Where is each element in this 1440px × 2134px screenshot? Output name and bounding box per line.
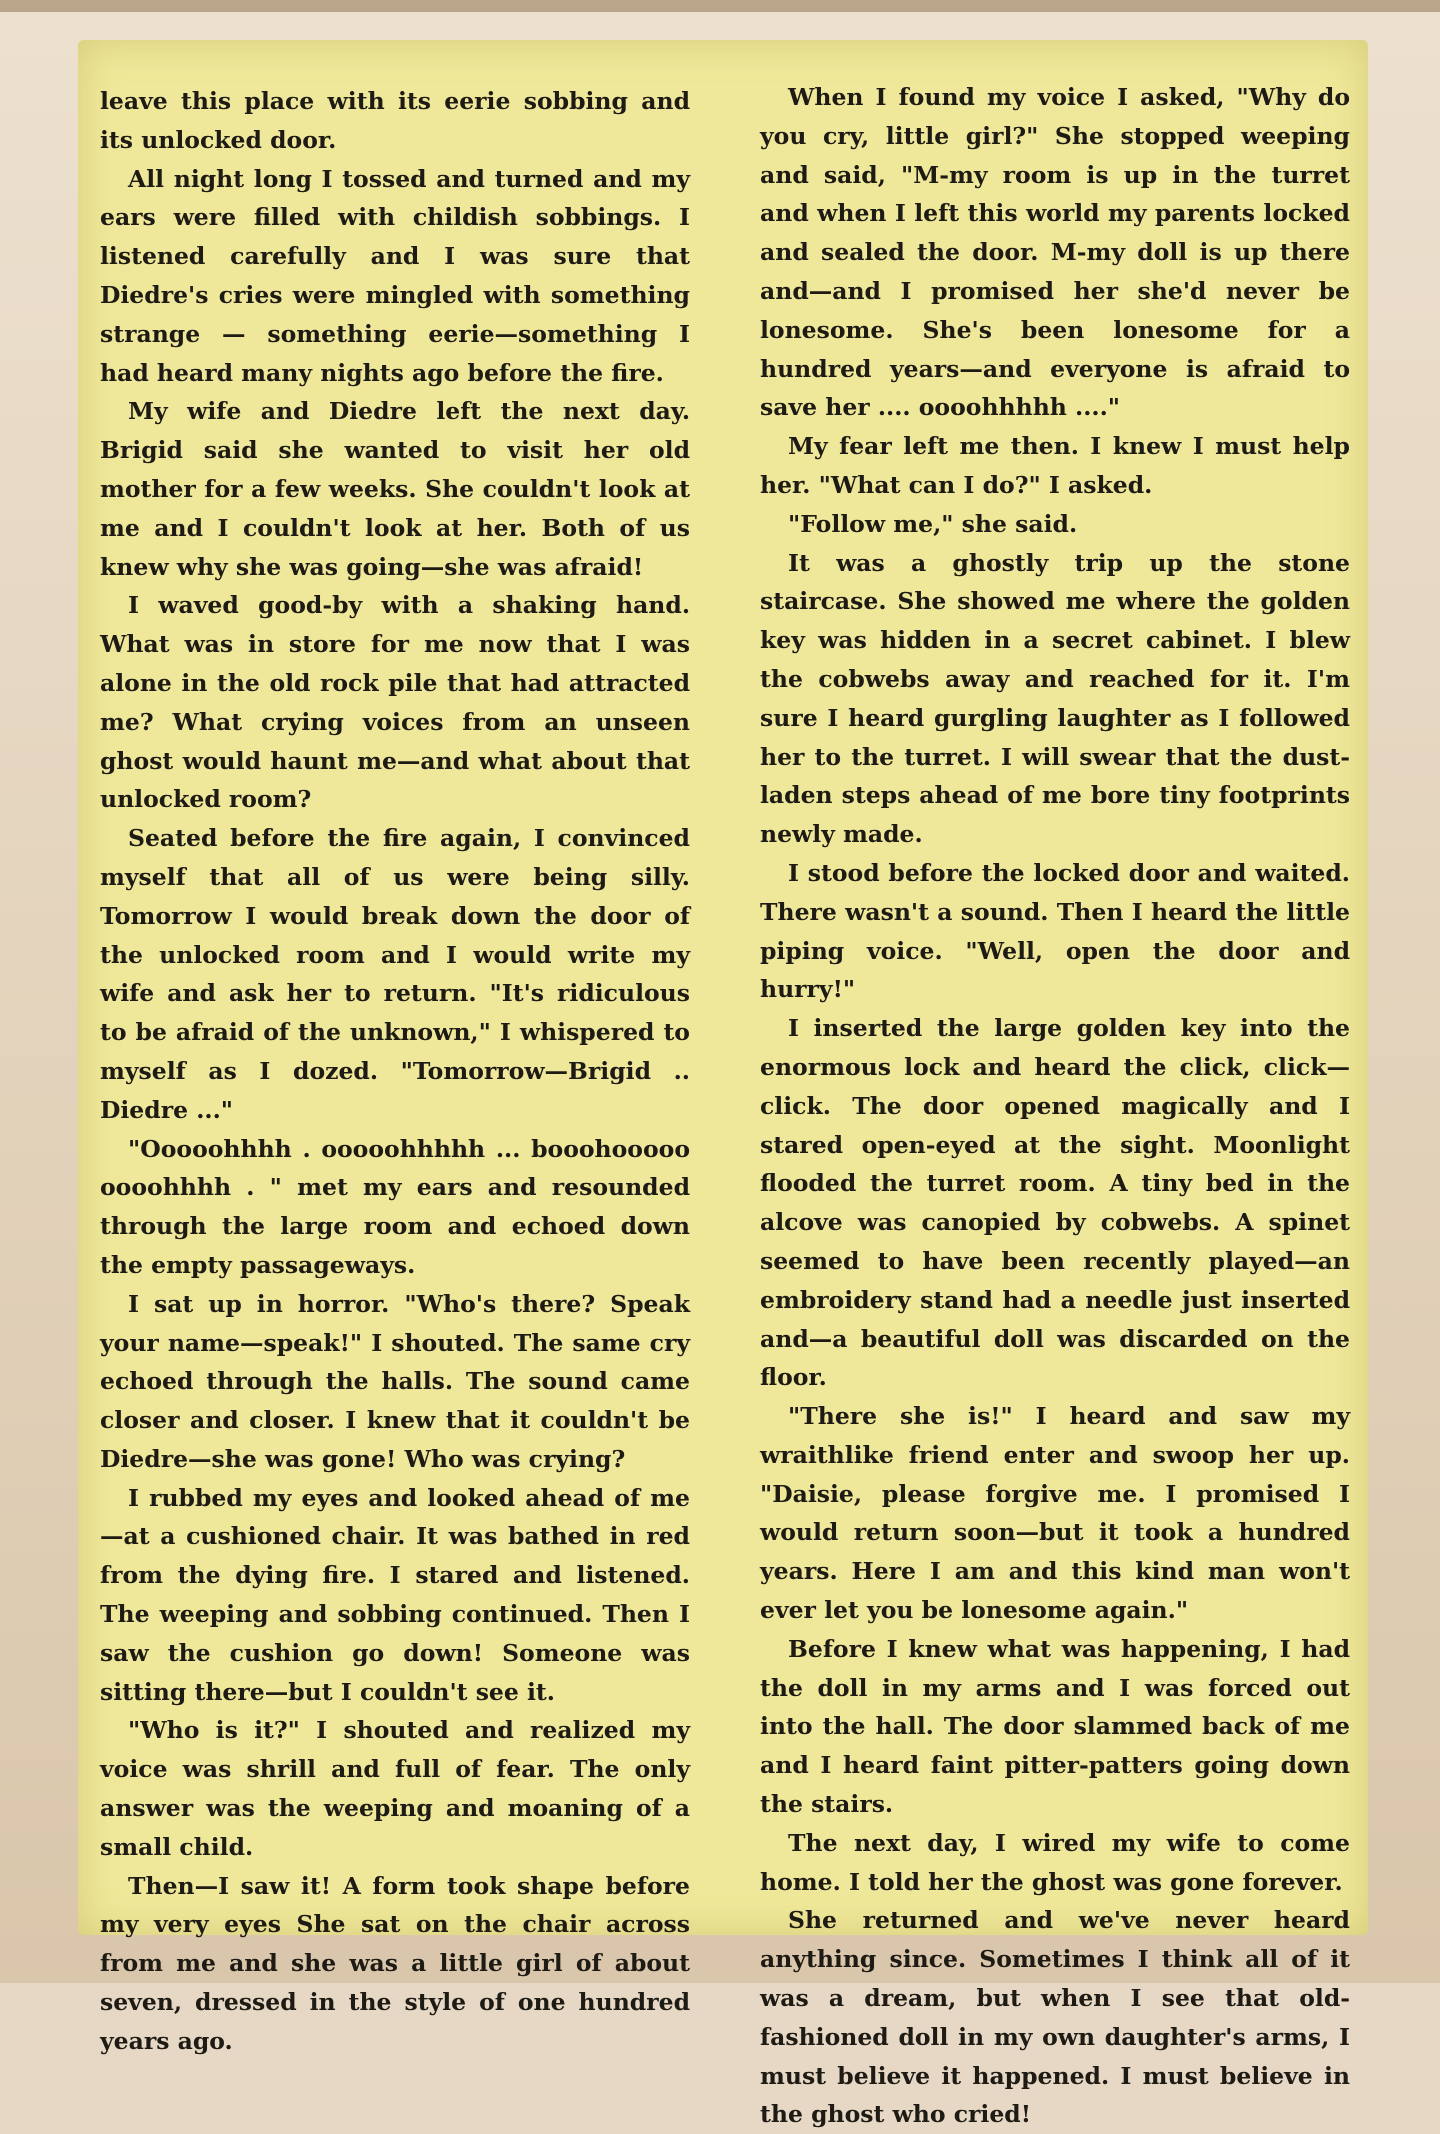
paragraph: She returned and we've never heard anything since. Sometimes I think all of it was a dream, but when I see that old-fashioned doll in my own daughter's arms, I must believe it happened. I must believe in the ghost who cried!: [760, 1906, 1350, 2129]
paragraph: I sat up in horror. "Who's there? Speak your name—speak!" I shouted. The same cry echoed through the halls. The sound came closer and closer. I knew that it couldn't be Diedre—she was gone! Who was crying?: [100, 1289, 690, 1473]
paragraph: I inserted the large golden key into the enormous lock and heard the click, click—click. The door opened magically and I stared open-eyed at the sight. Moonlight flooded the turret room. A tiny bed in the alcove was canopied by cobwebs. A spinet seemed to have been recently played—an embroidery stand had a needle just inserted and—a beautiful doll was discarded on the floor.: [760, 1014, 1350, 1392]
paragraph: I stood before the locked door and waited. There wasn't a sound. Then I heard the little piping voice. "Well, open the door and hurry!": [760, 858, 1350, 1004]
paragraph: Then—I saw it! A form took shape before my very eyes She sat on the chair across from me and she was a little girl of about seven, dressed in the style of one hundred years ago.: [100, 1871, 690, 2055]
paragraph: Seated before the fire again, I convinced myself that all of us were being silly. Tomorrow I would break down the door of the unlocked room and I would write my wife and ask her to return. "It's ridiculous to be afraid of the unknown," I whispered to myself as I dozed. "Tomorrow—Brigid .. Diedre ...": [100, 824, 690, 1124]
paragraph: Before I knew what was happening, I had the doll in my arms and I was forced out into the hall. The door slammed back of me and I heard faint pitter-patters going down the stairs.: [760, 1634, 1350, 1819]
paragraph: The next day, I wired my wife to come home. I told her the ghost was gone forever.: [760, 1828, 1350, 1896]
paragraph: leave this place with its eerie sobbing and its unlocked door.: [100, 87, 690, 154]
paragraph: "Follow me," she said.: [788, 509, 1078, 538]
left-column: [100, 82, 690, 2061]
paragraph: "There she is!" I heard and saw my wraithlike friend enter and swoop her up. "Daisie, please forgive me. I promised I would return soon—but it took a hundred years. Here I am and this kind man won't ever let you be lonesome again.": [760, 1402, 1350, 1625]
paragraph: My fear left me then. I knew I must help her. "What can I do?" I asked.: [760, 432, 1350, 499]
paragraph: "Who is it?" I shouted and realized my voice was shrill and full of fear. The only answer was the weeping and moaning of a small child.: [100, 1716, 690, 1861]
paragraph: I waved good-by with a shaking hand. What was in store for me now that I was alone in the old rock pile that had attracted me? What crying voices from an unseen ghost would haunt me—and what about that unlocked room?: [100, 591, 690, 814]
paragraph: "Ooooohhhh . ooooohhhhh ... booohooooo oooohhhh . " met my ears and resounded through the large room and echoed down the empty passageways.: [100, 1134, 690, 1279]
paragraph: When I found my voice I asked, "Why do you cry, little girl?" She stopped weeping and said, "M-my room is up in the turret and when I left this world my parents locked and sealed the door. M-my doll is up there and—and I promised her she'd never be lonesome. She's been lonesome for a hundred years—and everyone is afraid to save her .... oooohhhhh ....": [760, 83, 1350, 422]
paragraph: I rubbed my eyes and looked ahead of me—at a cushioned chair. It was bathed in red from the dying fire. I stared and listened. The weeping and sobbing continued. Then I saw the cushion go down! Someone was sitting there—but I couldn't see it.: [100, 1483, 690, 1706]
paragraph: It was a ghostly trip up the stone staircase. She showed me where the golden key was hidden in a secret cabinet. I blew the cobwebs away and reached for it. I'm sure I heard gurgling laughter as I followed her to the turret. I will swear that the dust-laden steps ahead of me bore tiny footprints newly made.: [760, 548, 1350, 849]
right-column: [760, 78, 1350, 2134]
paragraph: My wife and Diedre left the next day. Brigid said she wanted to visit her old mother for a few weeks. She couldn't look at me and I couldn't look at her. Both of us knew why she was going—she was afraid!: [100, 397, 690, 581]
paragraph: All night long I tossed and turned and my ears were filled with childish sobbings. I listened carefully and I was sure that Diedre's cries were mingled with something strange — something eerie—something I had heard many nights ago before the fire.: [100, 164, 690, 387]
paper-edge: [0, 0, 1440, 12]
